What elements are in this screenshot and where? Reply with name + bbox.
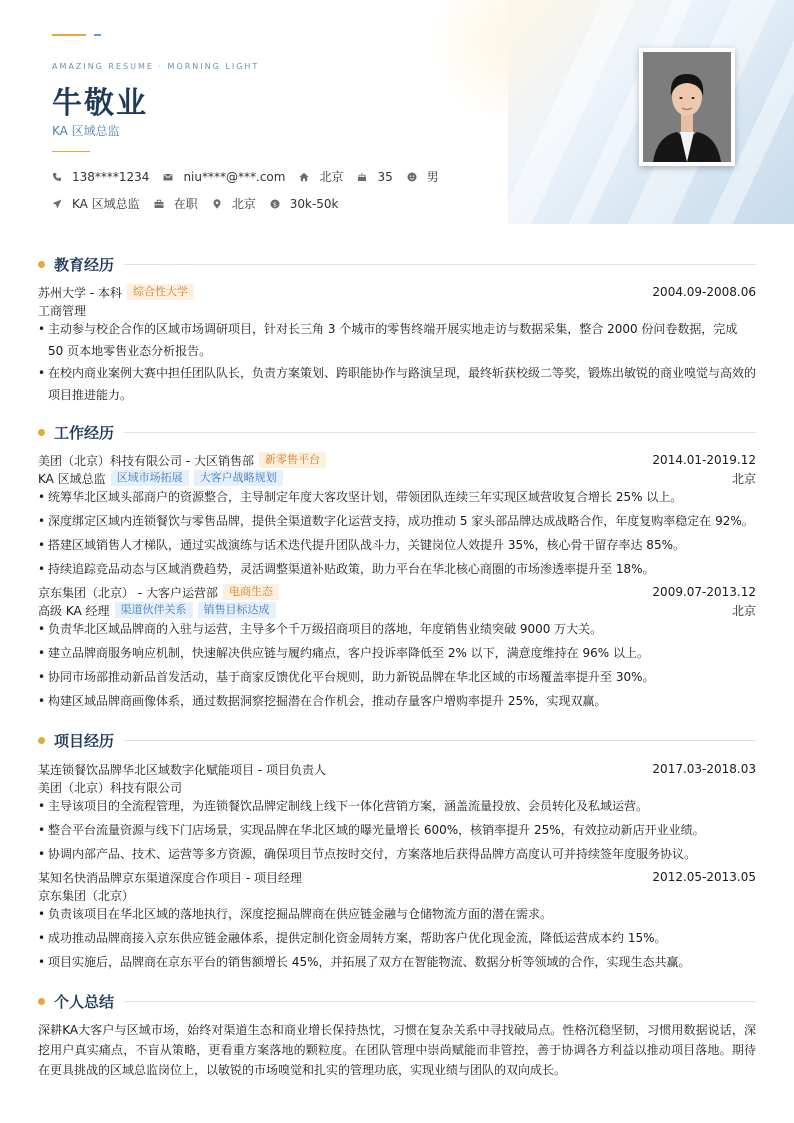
education-header xyxy=(38,284,756,300)
job-role: 高级 KA 经理 xyxy=(38,603,110,618)
contact-age: 35 xyxy=(357,170,392,184)
school-type-tag: 综合性大学 xyxy=(127,284,194,300)
project-section-title: 项目经历 xyxy=(38,730,756,750)
job-role: KA 区域总监 xyxy=(38,471,106,486)
major: 工商管理 xyxy=(38,303,87,318)
job-bullet: • 统筹华北区域头部商户的资源整合，主导制定年度大客攻坚计划，带领团队连续三年实现区域营收复合增长 25% 以上。 xyxy=(38,486,756,508)
education-bullet: • 主动参与校企合作的区域市场调研项目，针对长三角 3 个城市的零售终端开展实地走访与数据采集，整合 2000 份问卷数据，完成 50 页本地零售业态分析报告。 xyxy=(38,318,756,362)
project-bullet: • 整合平台流量资源与线下门店场景，实现品牌在华北区域的曝光量增长 600%，核销率提升 25%，有效拉动新店开业业绩。 xyxy=(38,819,756,841)
send-icon xyxy=(52,199,62,209)
job-header xyxy=(38,452,756,468)
contact-home: 北京 xyxy=(299,168,343,185)
home-icon xyxy=(299,172,309,182)
skill-tag: 渠道伙伴关系 xyxy=(115,602,193,618)
contact-phone: 138****1234 xyxy=(52,170,149,184)
school-name: 苏州大学 - 本科 xyxy=(38,285,122,300)
summary-text: 深耕KA大客户与区域市场，始终对渠道生态和商业增长保持热忱，习惯在复杂关系中寻找破局点。性格沉稳坚韧，习惯用数据说话，深挖用户真实痛点，不盲从策略，更看重方案落地的颗粒度。在团队管理中崇尚赋能而非管控，善于协调各方利益以推动项目落地。期待在更具挑战的区域总监岗位上，以敏锐的市场嗅觉和扎实的管理功底，实现业绩与团队的双向成长。 xyxy=(38,1023,756,1077)
job-bullet: • 构建区域品牌商画像体系，通过数据洞察挖掘潜在合作机会，推动存量客户增购率提升 25%，实现双赢。 xyxy=(38,690,756,712)
job-role-row xyxy=(38,470,756,486)
work-section-title: 工作经历 xyxy=(38,422,756,442)
project-name: 某知名快消品牌京东渠道深度合作项目 - 项目经理 xyxy=(38,870,302,885)
job-bullet: • 持续追踪竞品动态与区域消费趋势，灵活调整渠道补贴政策，助力平台在华北核心商圈的市场渗透率提升至 18%。 xyxy=(38,558,756,580)
skill-tag: 大客户战略规划 xyxy=(194,470,283,486)
job-bullet: • 搭建区域销售人才梯队，通过实战演练与话术迭代提升团队战斗力，关键岗位人效提升 35%，核心骨干留存率达 85%。 xyxy=(38,534,756,556)
education-section-title: 教育经历 xyxy=(38,254,756,274)
name-divider xyxy=(52,151,90,152)
education-major-row xyxy=(38,302,756,318)
mail-icon xyxy=(163,172,173,182)
education-bullet: • 在校内商业案例大赛中担任团队队长，负责方案策划、跨职能协作与路演呈现，最终斩获校级二等奖，锻炼出敏锐的商业嗅觉与高效的项目推进能力。 xyxy=(38,362,756,406)
project-org: 美团（北京）科技有限公司 xyxy=(38,780,183,795)
candidate-name: 牛敬业 xyxy=(52,86,148,121)
job-bullet: • 深度绑定区域内连锁餐饮与零售品牌，提供全渠道数字化运营支持，成功推动 5 家头部品牌达成战略合作，年度复购率稳定在 92%。 xyxy=(38,510,756,532)
resume-tagline: AMAZING RESUME · MORNING LIGHT xyxy=(52,62,260,71)
section-dot xyxy=(38,998,45,1005)
project-org-row xyxy=(38,887,756,903)
section-dot xyxy=(38,261,45,268)
project-bullet: • 主导该项目的全流程管理，为连锁餐饮品牌定制线上线下一体化营销方案，涵盖流量投放、会员转化及私域运营。 xyxy=(38,795,756,817)
job-role-row xyxy=(38,602,756,618)
cake-icon xyxy=(357,172,367,182)
company-tag: 电商生态 xyxy=(223,584,279,600)
project-bullet: • 项目实施后，品牌商在京东平台的销售额增长 45%，并拓展了双方在智能物流、数据分析等领域的合作，实现生态共赢。 xyxy=(38,951,756,973)
contact-email: niu****@***.com xyxy=(163,170,285,184)
job-date: 2014.01-2019.12 xyxy=(652,453,756,467)
project-bullet: • 成功推动品牌商接入京东供应链金融体系，提供定制化资金周转方案，帮助客户优化现金流，降低运营成本约 15%。 xyxy=(38,927,756,949)
project-header xyxy=(38,869,756,885)
contact-row xyxy=(52,168,453,185)
section-divider xyxy=(124,740,756,741)
job-intent-row xyxy=(52,195,353,212)
summary-section-title: 个人总结 xyxy=(38,991,756,1011)
location-pin-icon xyxy=(212,199,222,209)
section-dot xyxy=(38,737,45,744)
intent-city: 北京 xyxy=(212,195,256,212)
profile-photo xyxy=(639,48,735,166)
intent-status: 在职 xyxy=(154,195,198,212)
company-tag: 新零售平台 xyxy=(259,452,326,468)
project-bullet: • 协调内部产品、技术、运营等多方资源，确保项目节点按时交付，方案落地后获得品牌方高度认可并持续签年度服务协议。 xyxy=(38,843,756,865)
svg-text:$: $ xyxy=(272,199,277,208)
intent-salary: $ 30k-50k xyxy=(270,197,339,211)
contact-gender: 男 xyxy=(407,168,439,185)
project-org: 京东集团（北京） xyxy=(38,888,135,903)
project-date: 2017.03-2018.03 xyxy=(652,762,756,776)
project-name: 某连锁餐饮品牌华北区域数字化赋能项目 - 项目负责人 xyxy=(38,762,326,777)
intent-position: KA 区域总监 xyxy=(52,195,140,212)
skill-tag: 销售目标达成 xyxy=(198,602,276,618)
section-divider xyxy=(124,264,756,265)
job-city: 北京 xyxy=(731,603,756,618)
avatar xyxy=(643,52,731,162)
briefcase-icon xyxy=(154,199,164,209)
job-bullet: • 建立品牌商服务响应机制，快速解决供应链与履约痛点，客户投诉率降低至 2% 以下，满意度维持在 96% 以上。 xyxy=(38,642,756,664)
job-bullet: • 协同市场部推动新品首发活动，基于商家反馈优化平台规则，助力新锐品牌在华北区域的市场覆盖率提升至 30%。 xyxy=(38,666,756,688)
job-date: 2009.07-2013.12 xyxy=(652,585,756,599)
salary-icon xyxy=(270,199,280,209)
phone-icon xyxy=(52,172,62,182)
company-name: 京东集团（北京） - 大客户运营部 xyxy=(38,585,218,600)
gender-icon xyxy=(407,172,417,182)
project-date: 2012.05-2013.05 xyxy=(652,870,756,884)
job-bullet: • 负责华北区域品牌商的入驻与运营，主导多个千万级招商项目的落地，年度销售业绩突破 9000 万大关。 xyxy=(38,618,756,640)
education-date: 2004.09-2008.06 xyxy=(652,285,756,299)
job-header xyxy=(38,584,756,600)
company-name: 美团（北京）科技有限公司 - 大区销售部 xyxy=(38,453,254,468)
section-divider xyxy=(124,1001,756,1002)
project-bullet: • 负责该项目在华北区域的落地执行，深度挖掘品牌商在供应链金融与仓储物流方面的潜在需求。 xyxy=(38,903,756,925)
job-city: 北京 xyxy=(731,471,756,486)
project-header xyxy=(38,761,756,777)
section-divider xyxy=(124,432,756,433)
skill-tag: 区域市场拓展 xyxy=(111,470,189,486)
section-dot xyxy=(38,429,45,436)
candidate-position: KA 区域总监 xyxy=(52,124,120,138)
project-org-row xyxy=(38,779,756,795)
